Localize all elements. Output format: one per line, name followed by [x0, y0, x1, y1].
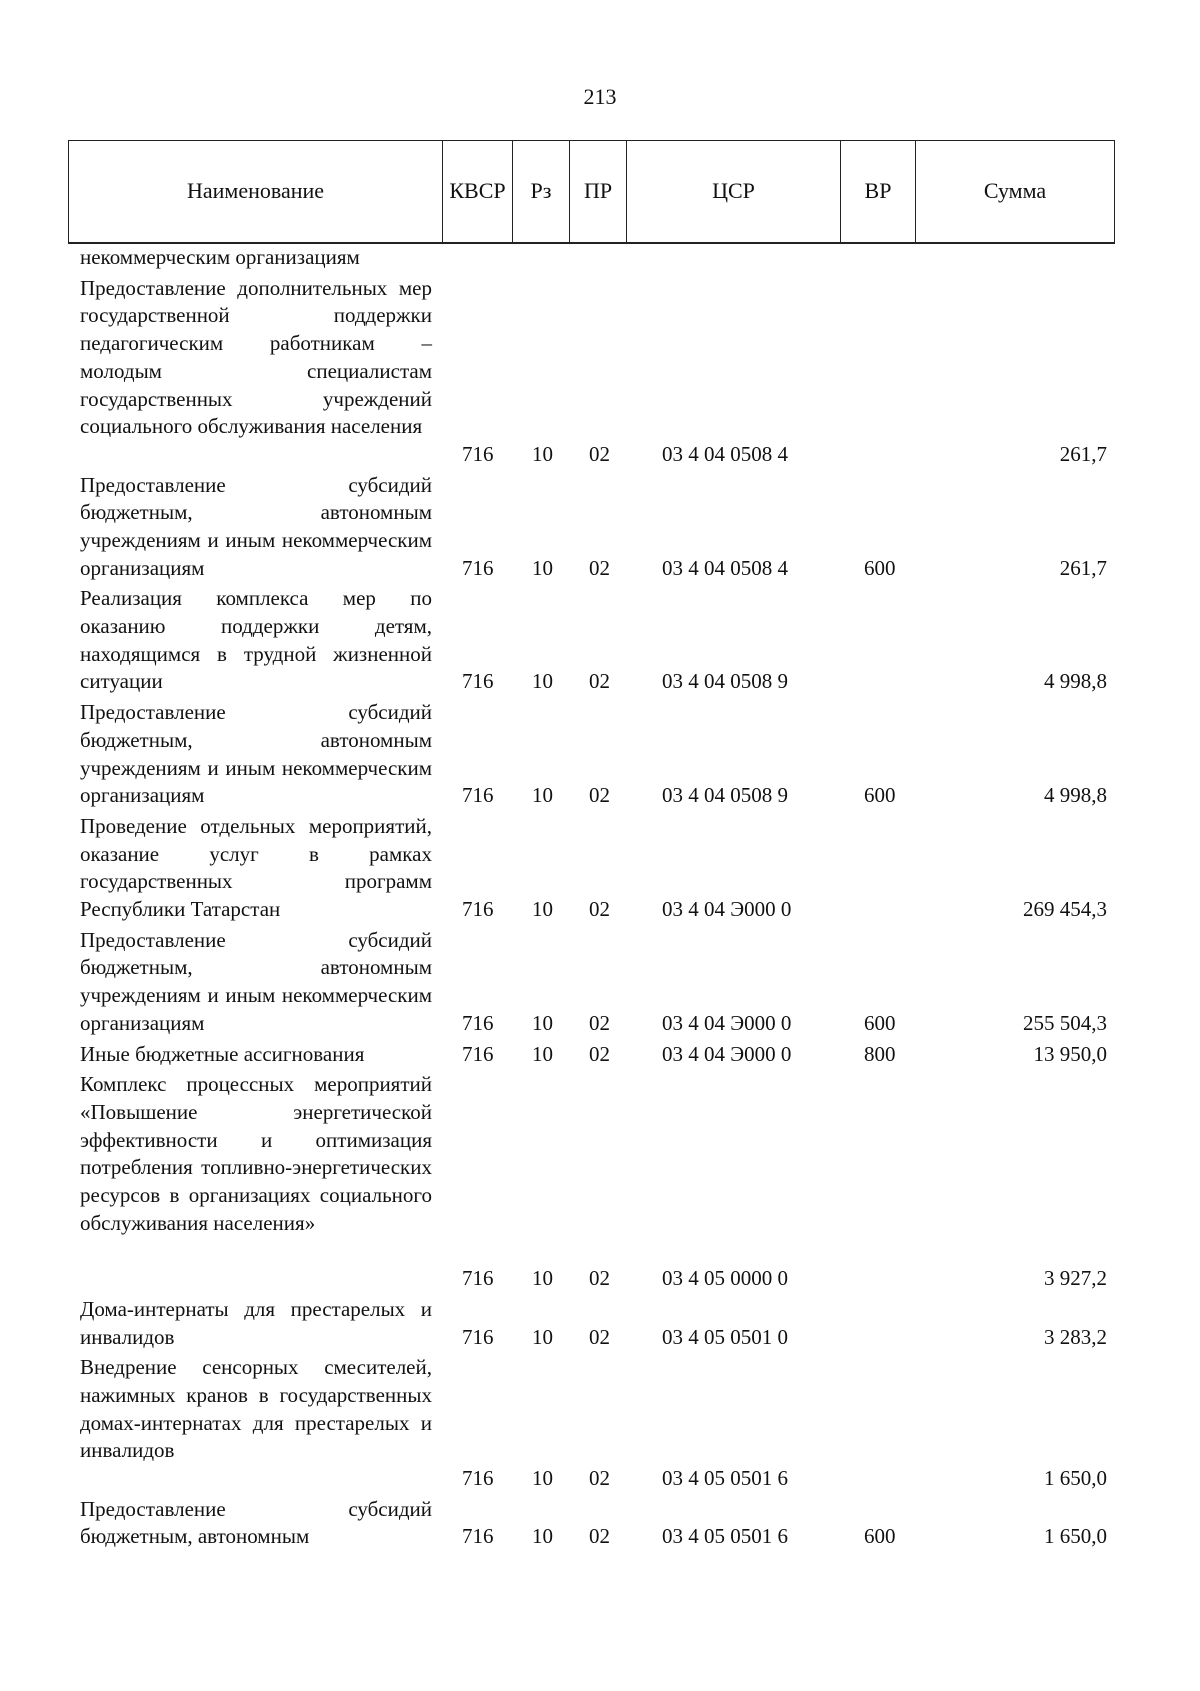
row-kvsr: 716	[462, 555, 494, 580]
row-name: Комплекс процессных мероприятий «Повышение энергетической эффективности и оптимизация потребления топливно-энергетических ресурсов в организациях социального обслуживания населения»	[80, 1072, 432, 1235]
row-rz: 10	[532, 1524, 553, 1549]
row-name: Предоставление субсидий бюджетным, автономным учреждениям и иным некоммерческим организациям	[80, 927, 432, 1035]
row-rz: 10	[532, 783, 553, 808]
row-name: Внедрение сенсорных смесителей, нажимных кранов в государственных домах-интернатах для престарелых и инвалидов	[80, 1355, 432, 1463]
table-row	[0, 472, 1200, 583]
row-pr: 02	[589, 555, 610, 580]
row-rz: 10	[532, 1010, 553, 1035]
row-sum: 269 454,3	[1023, 897, 1107, 922]
row-pr: 02	[589, 669, 610, 694]
row-sum: 4 998,8	[1044, 669, 1107, 694]
row-sum: 13 950,0	[1033, 1041, 1107, 1066]
row-rz: 10	[532, 897, 553, 922]
row-rz: 10	[532, 1041, 553, 1066]
row-sum: 255 504,3	[1023, 1010, 1107, 1035]
header-pr: ПР	[570, 141, 627, 242]
table-row	[0, 1354, 1200, 1493]
row-vr: 800	[864, 1041, 896, 1066]
row-name: некоммерческим организациям	[80, 245, 360, 269]
row-pr: 02	[589, 897, 610, 922]
table-row	[0, 927, 1200, 1038]
row-pr: 02	[589, 1324, 610, 1349]
row-kvsr: 716	[462, 783, 494, 808]
row-sum: 4 998,8	[1044, 783, 1107, 808]
table-body	[0, 244, 1200, 1554]
page-number: 213	[583, 84, 617, 109]
table-row	[0, 244, 1200, 272]
row-sum: 3 283,2	[1044, 1324, 1107, 1349]
row-csr: 03 4 05 0501 0	[662, 1324, 788, 1349]
row-rz: 10	[532, 1324, 553, 1349]
row-kvsr: 716	[462, 1266, 494, 1291]
table-row	[0, 585, 1200, 696]
row-name: Предоставление субсидий бюджетным, автономным	[80, 1496, 432, 1549]
row-vr: 600	[864, 555, 896, 580]
row-kvsr: 716	[462, 441, 494, 466]
row-rz: 10	[532, 555, 553, 580]
row-pr: 02	[589, 783, 610, 808]
row-name: Предоставление дополнительных мер государственной поддержки педагогическим работникам – молодым специалистам государственных учреждений социального обслуживания населения	[80, 275, 432, 439]
row-vr: 600	[864, 783, 896, 808]
row-pr: 02	[589, 1041, 610, 1066]
header-rz: Рз	[513, 141, 570, 242]
row-sum: 261,7	[1059, 441, 1107, 466]
row-rz: 10	[532, 441, 553, 466]
table-row	[0, 699, 1200, 810]
row-vr: 600	[864, 1010, 896, 1035]
table-header	[68, 140, 1115, 244]
header-name: Наименование	[69, 141, 443, 242]
header-sum: Сумма	[983, 177, 1047, 203]
table-row	[0, 813, 1200, 924]
row-vr: 600	[864, 1524, 896, 1549]
row-rz: 10	[532, 669, 553, 694]
row-name: Проведение отдельных мероприятий, оказание услуг в рамках государственных программ Республики Татарстан	[80, 813, 432, 922]
row-name: Дома-интернаты для престарелых и инвалидов	[80, 1296, 432, 1349]
row-kvsr: 716	[462, 1324, 494, 1349]
row-csr: 03 4 04 0508 4	[662, 555, 788, 580]
table-row	[0, 1296, 1200, 1351]
row-name: Иные бюджетные ассигнования	[80, 1041, 365, 1066]
table-row	[0, 1041, 1200, 1069]
row-csr: 03 4 04 Э000 0	[662, 1010, 792, 1035]
row-kvsr: 716	[462, 1466, 494, 1491]
row-sum: 3 927,2	[1044, 1266, 1107, 1291]
table-row	[0, 275, 1200, 469]
row-kvsr: 716	[462, 1524, 494, 1549]
row-rz: 10	[532, 1266, 553, 1291]
row-sum: 1 650,0	[1044, 1466, 1107, 1491]
row-pr: 02	[589, 1010, 610, 1035]
table-row	[0, 1071, 1200, 1293]
row-csr: 03 4 04 Э000 0	[662, 897, 792, 922]
row-sum: 1 650,0	[1044, 1524, 1107, 1549]
row-csr: 03 4 04 0508 9	[662, 783, 788, 808]
row-csr: 03 4 04 0508 9	[662, 669, 788, 694]
row-csr: 03 4 05 0000 0	[662, 1266, 788, 1291]
row-pr: 02	[589, 1266, 610, 1291]
row-pr: 02	[589, 1466, 610, 1491]
header-csr: ЦСР	[627, 141, 841, 242]
header-vr: ВР	[841, 141, 916, 242]
row-csr: 03 4 04 Э000 0	[662, 1041, 792, 1066]
row-pr: 02	[589, 441, 610, 466]
row-sum: 261,7	[1059, 555, 1107, 580]
row-pr: 02	[589, 1524, 610, 1549]
row-kvsr: 716	[462, 1041, 494, 1066]
row-csr: 03 4 05 0501 6	[662, 1524, 788, 1549]
table-row	[0, 1496, 1200, 1551]
row-kvsr: 716	[462, 669, 494, 694]
header-kvsr: КВСР	[443, 141, 513, 242]
row-rz: 10	[532, 1466, 553, 1491]
row-kvsr: 716	[462, 1010, 494, 1035]
row-name: Предоставление субсидий бюджетным, автономным учреждениям и иным некоммерческим организациям	[80, 472, 432, 580]
row-name: Предоставление субсидий бюджетным, автономным учреждениям и иным некоммерческим организациям	[80, 700, 432, 808]
row-csr: 03 4 04 0508 4	[662, 441, 788, 466]
row-csr: 03 4 05 0501 6	[662, 1466, 788, 1491]
row-kvsr: 716	[462, 897, 494, 922]
row-name: Реализация комплекса мер по оказанию поддержки детям, находящимся в трудной жизненной ситуации	[80, 586, 432, 694]
